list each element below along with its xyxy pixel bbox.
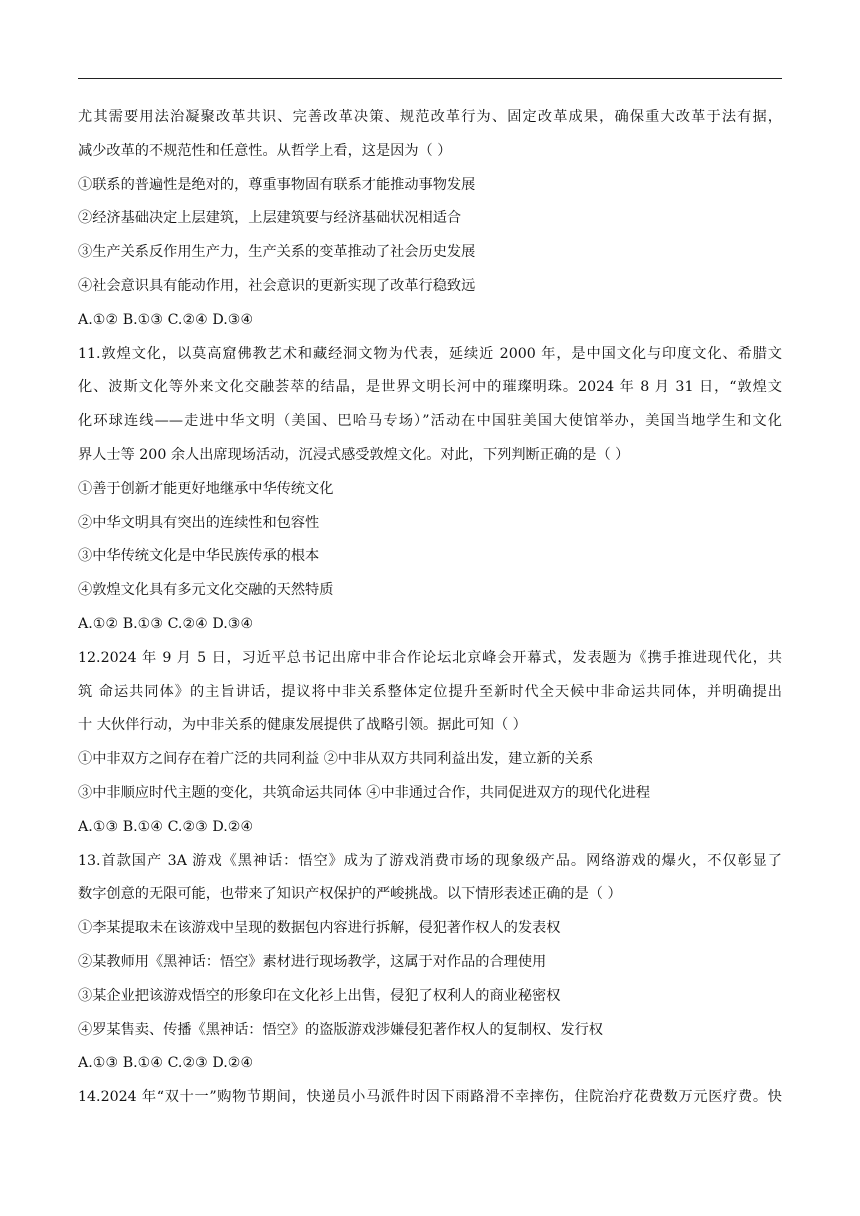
text-line: ①李某提取未在该游戏中呈现的数据包内容进行拆解，侵犯著作权人的发表权 [78, 920, 561, 937]
text-line: 11.敦煌文化，以莫高窟佛教艺术和藏经洞文物为代表，延续近 2000 年，是中国文化与印度文化、希腊文 [78, 345, 782, 362]
text-line: A.①② B.①③ C.②④ D.③④ [78, 311, 254, 328]
text-line: 12.2024 年 9 月 5 日，习近平总书记出席中非合作论坛北京峰会开幕式，发表题为《携手推进现代化，共 [78, 649, 782, 666]
text-line: ③中非顺应时代主题的变化，共筑命运共同体 ④中非通过合作，共同促进双方的现代化进程 [78, 784, 651, 801]
text-line: A.①② B.①③ C.②④ D.③④ [78, 615, 254, 632]
text-line: 尤其需要用法治凝聚改革共识、完善改革决策、规范改革行为、固定改革成果，确保重大改革于法有据， [78, 109, 782, 125]
text-line: 界人士等 200 余人出席现场活动，沉浸式感受敦煌文化。对此，下列判断正确的是（ ） [78, 446, 630, 463]
text-line: ②经济基础决定上层建筑，上层建筑要与经济基础状况相适合 [78, 210, 462, 227]
text-line: ④社会意识具有能动作用，社会意识的更新实现了改革行稳致远 [78, 277, 476, 294]
text-line: 化环球连线——走进中华文明（美国、巴哈马专场）”活动在中国驻美国大使馆举办，美国当地学生和文化 [78, 413, 782, 430]
text-line: ①中非双方之间存在着广泛的共同利益 ②中非从双方共同利益出发，建立新的关系 [78, 751, 594, 768]
text-line: ②中华文明具有突出的连续性和包容性 [78, 514, 320, 531]
text-line: 减少改革的不规范性和任意性。从哲学上看，这是因为（ ） [78, 142, 452, 159]
text-line: ②某教师用《黑神话：悟空》素材进行现场教学，这属于对作品的合理使用 [78, 953, 547, 970]
text-line: ③中华传统文化是中华民族传承的根本 [78, 548, 320, 565]
text-line: 13.首款国产 3A 游戏《黑神话：悟空》成为了游戏消费市场的现象级产品。网络游戏的爆火，不仅彰显了 [78, 852, 782, 869]
document-body [78, 107, 782, 1121]
text-line: 十 大伙伴行动，为中非关系的健康发展提供了战略引领。据此可知（ ） [78, 717, 527, 734]
text-line: A.①③ B.①④ C.②③ D.②④ [78, 818, 254, 835]
text-line: ①联系的普遍性是绝对的，尊重事物固有联系才能推动事物发展 [78, 176, 476, 193]
header-rule [78, 78, 782, 79]
text-line: ③生产关系反作用生产力，生产关系的变革推动了社会历史发展 [78, 244, 476, 261]
text-line: 化、波斯文化等外来文化交融荟萃的结晶，是世界文明长河中的璀璨明珠。2024 年 8 月 31 日，“敦煌文 [78, 379, 782, 396]
text-line: A.①③ B.①④ C.②③ D.②④ [78, 1055, 254, 1072]
text-line: 14.2024 年“双十一”购物节期间，快递员小马派件时因下雨路滑不幸摔伤，住院治疗花费数万元医疗费。快 [78, 1089, 782, 1106]
text-line: ③某企业把该游戏悟空的形象印在文化衫上出售，侵犯了权利人的商业秘密权 [78, 987, 561, 1004]
text-line: ①善于创新才能更好地继承中华传统文化 [78, 480, 334, 497]
text-line: ④敦煌文化具有多元文化交融的天然特质 [78, 582, 334, 599]
text-line: 筑 命运共同体》的主旨讲话，提议将中非关系整体定位提升至新时代全天候中非命运共同体，并明确提出 [78, 683, 782, 700]
text-line: ④罗某售卖、传播《黑神话：悟空》的盗版游戏涉嫌侵犯著作权人的复制权、发行权 [78, 1021, 603, 1038]
text-line: 数字创意的无限可能，也带来了知识产权保护的严峻挑战。以下情形表述正确的是（ ） [78, 886, 622, 903]
